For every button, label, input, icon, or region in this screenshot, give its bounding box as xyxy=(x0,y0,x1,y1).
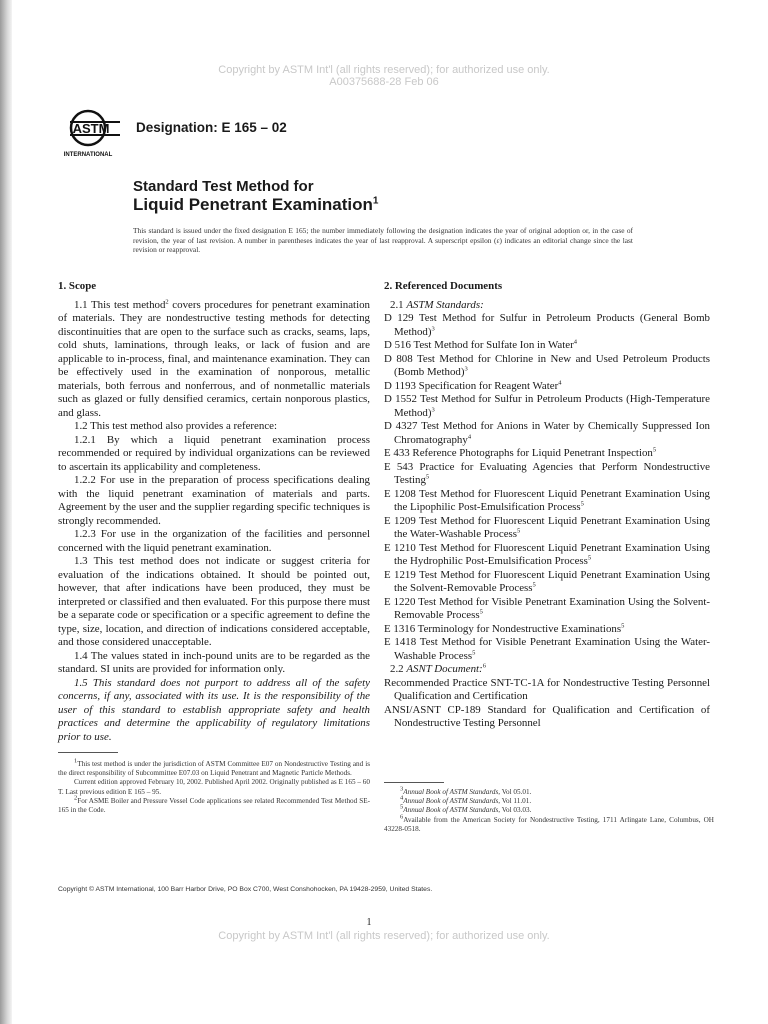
left-footnotes xyxy=(58,757,370,815)
footnote-text: , Vol 11.01. xyxy=(498,797,532,806)
reference-text: D 516 Test Method for Sulfate Ion in Water xyxy=(384,339,574,351)
footnote-text: , Vol 05.01. xyxy=(498,788,532,796)
reference-item xyxy=(384,542,710,569)
para-1-2-1: 1.2.1 By which a liquid penetrant examination process recommended or required by individual organizations can be reviewed to ascertain its applicability and completeness. xyxy=(58,433,370,473)
para-1-2: 1.2 This test method also provides a reference: xyxy=(74,420,278,432)
reference-item xyxy=(384,515,710,542)
reference-footnote-ref: 5 xyxy=(580,500,584,508)
reference-footnote-ref: 5 xyxy=(425,473,430,481)
footnote-2 xyxy=(58,794,370,815)
footnote-1-text: This test method is under the jurisdiction of ASTM Committee E07 on Nondestructive Testing and is the direct responsibility of Subcommittee E07.03 on Liquid Penetrant and Magnetic Particle Methods. xyxy=(58,760,370,778)
footnote-3 xyxy=(384,785,714,797)
reference-text: E 1208 Test Method for Fluorescent Liquid Penetrant Examination Using the Lipophilic Post-Emulsification Process xyxy=(384,487,710,513)
reference-footnote-ref: 4 xyxy=(573,338,577,346)
svg-text:ASTM: ASTM xyxy=(72,121,110,136)
watermark-top-line2: A00375688-28 Feb 06 xyxy=(329,76,439,88)
reference-item xyxy=(384,312,710,339)
footnote-marker: 3 xyxy=(400,785,404,793)
reference-text: E 543 Practice for Evaluating Agencies that Perform Nondestructive Testing xyxy=(384,460,710,486)
reference-item xyxy=(384,596,710,623)
reference-footnote-ref: 4 xyxy=(467,432,472,440)
para-1-1-footnote-ref: 2 xyxy=(165,297,169,305)
reference-item xyxy=(384,447,710,461)
reference-text: D 129 Test Method for Sulfur in Petroleum Products (General Bomb Method) xyxy=(384,312,710,338)
reference-text: E 1418 Test Method for Visible Penetrant Examination Using the Water-Washable Process xyxy=(384,636,710,662)
footnote-marker: 5 xyxy=(400,804,404,812)
reference-text: D 1193 Specification for Reagent Water xyxy=(384,379,559,392)
watermark-bottom: Copyright by ASTM Int'l (all rights reserved); for authorized use only. xyxy=(218,930,550,942)
footnote-text: , Vol 03.03. xyxy=(498,806,532,815)
reference-footnote-ref: 5 xyxy=(472,648,476,656)
subsection-2-2-number: 2.2 xyxy=(390,663,407,675)
footnote-text: Available from the American Society for Nondestructive Testing, 1711 Arlingate Lane, Columbus, OH 43228-0518. xyxy=(384,815,714,833)
reference-item xyxy=(384,393,710,420)
reference-footnote-ref: 3 xyxy=(431,324,435,332)
logo-text: INTERNATIONAL xyxy=(64,152,113,158)
reference-text: E 1220 Test Method for Visible Penetrant Examination Using the Solvent-Removable Process xyxy=(384,595,710,621)
watermark-top-line1: Copyright by ASTM Int'l (all rights reserved); for authorized use only. xyxy=(218,64,550,76)
subsection-2-1-number: 2.1 xyxy=(390,298,407,311)
reference-text: D 1552 Test Method for Sulfur in Petroleum Products (High-Temperature Method) xyxy=(384,393,710,419)
para-1-5: 1.5 This standard does not purport to address all of the safety concerns, if any, associated with its use. It is the responsibility of the user of this standard to establish appropriate safety and health practices and determine the applicability of regulatory limitations prior to use. xyxy=(58,676,370,743)
reference-item xyxy=(384,636,710,663)
reference-text: E 1210 Test Method for Fluorescent Liquid Penetrant Examination Using the Hydrophilic Post-Emulsification Process xyxy=(384,541,710,567)
page-number: 1 xyxy=(366,917,372,928)
para-1-4: 1.4 The values stated in inch-pound units are to be regarded as the standard. SI units are provided for information only. xyxy=(58,649,370,675)
left-column xyxy=(58,280,370,744)
reference-footnote-ref: 5 xyxy=(621,621,625,629)
astm-logo-icon xyxy=(64,108,128,162)
footnote-book-title: Annual Book of ASTM Standards xyxy=(403,788,499,796)
reference-item xyxy=(384,569,710,596)
reference-text: E 1316 Terminology for Nondestructive Examinations xyxy=(384,622,622,635)
reference-text: D 4327 Test Method for Anions in Water by Chemically Suppressed Ion Chromatography xyxy=(384,420,710,446)
reference-item xyxy=(384,380,710,394)
asnt-reference-item: ANSI/ASNT CP-189 Standard for Qualification and Certification of Nondestructive Testing Personnel xyxy=(384,703,710,729)
footnote-marker: 6 xyxy=(400,813,404,821)
reference-text: D 808 Test Method for Chlorine in New and Used Petroleum Products (Bomb Method) xyxy=(384,352,710,378)
section-heading-scope: 1. Scope xyxy=(58,280,97,292)
reference-item xyxy=(384,339,710,353)
section-heading-referenced-documents: 2. Referenced Documents xyxy=(384,280,503,292)
subsection-astm-standards xyxy=(384,299,710,313)
para-1-2-2: 1.2.2 For use in the preparation of process specifications dealing with the liquid penetrant examination of materials and parts. Agreement by the user and the supplier regarding specific techniques is strongly recommended. xyxy=(58,474,370,527)
para-1-3: 1.3 This test method does not indicate or suggest criteria for evaluation of the indications obtained. It should be pointed out, however, that after indications have been produced, they must be interpreted or classified and then evaluated. For this purpose there must be a separate code or specification or a specific agreement to define the type, size, location, and direction of indications considered acceptable, and those considered unacceptable. xyxy=(58,555,370,648)
reference-item xyxy=(384,353,710,380)
footnote-1-marker: 1 xyxy=(74,757,78,765)
designation: Designation: E 165 – 02 xyxy=(136,120,287,135)
footnote-rule-left xyxy=(58,752,118,753)
reference-footnote-ref: 4 xyxy=(558,378,562,386)
right-column xyxy=(384,280,710,731)
astm-reference-list xyxy=(384,312,710,663)
footnote-book-title: Annual Book of ASTM Standards xyxy=(403,797,499,806)
reference-item xyxy=(384,623,710,637)
footnote-6 xyxy=(384,813,714,834)
footnote-1-edition: Current edition approved February 10, 2002. Published April 2002. Originally published as E 165 – 60 T. Last previous edition E 165 – 95. xyxy=(58,778,370,796)
reference-text: E 1209 Test Method for Fluorescent Liquid Penetrant Examination Using the Water-Washable Process xyxy=(384,514,710,540)
footnote-1 xyxy=(58,757,370,778)
subsection-asnt-document xyxy=(384,663,710,677)
reference-footnote-ref: 5 xyxy=(479,608,483,616)
footnote-2-marker: 2 xyxy=(74,794,78,802)
para-1-1-a: 1.1 This test method xyxy=(74,298,166,311)
issuance-note: This standard is issued under the fixed designation E 165; the number immediately following the designation indicates the year of original adoption or, in the case of revision, the year of last revision. A number in parentheses indicates the year of last reapproval. A superscript epsilon (ε) indicates an editorial change since the last revision or reapproval. xyxy=(133,226,633,254)
title-footnote-ref: 1 xyxy=(372,195,379,207)
title-line2 xyxy=(133,195,378,215)
reference-footnote-ref: 5 xyxy=(652,446,657,454)
asnt-reference-list xyxy=(384,677,710,731)
reference-item xyxy=(384,461,710,488)
footnote-2-text: For ASME Boiler and Pressure Vessel Code applications see related Recommended Test Method SE-165 in the Code. xyxy=(58,796,370,815)
reference-footnote-ref: 3 xyxy=(431,405,435,413)
reference-footnote-ref: 5 xyxy=(517,527,521,535)
para-1-1 xyxy=(58,299,370,421)
para-1-2-3: 1.2.3 For use in the organization of the facilities and personnel concerned with the liquid penetrant examination. xyxy=(58,528,370,554)
reference-item xyxy=(384,420,710,447)
subsection-2-1-title: ASTM Standards: xyxy=(406,298,484,311)
asnt-reference-item: Recommended Practice SNT-TC-1A for Nondestructive Testing Personnel Qualification and Certification xyxy=(384,676,710,702)
reference-footnote-ref: 3 xyxy=(464,365,468,373)
right-footnotes xyxy=(384,785,714,834)
reference-item xyxy=(384,488,710,515)
footnote-5 xyxy=(384,806,714,815)
reference-footnote-ref: 5 xyxy=(532,581,536,589)
title-line1: Standard Test Method for xyxy=(133,178,314,195)
scan-binding-edge xyxy=(0,0,12,1024)
reference-text: E 433 Reference Photographs for Liquid Penetrant Inspection xyxy=(384,447,653,459)
subsection-2-2-title: ASNT Document: xyxy=(406,663,483,675)
subsection-2-2-footnote-ref: 6 xyxy=(482,662,486,670)
copyright-line: Copyright © ASTM International, 100 Barr Harbor Drive, PO Box C700, West Conshohocken, PA 19428-2959, United States. xyxy=(58,886,433,893)
footnote-rule-right xyxy=(384,782,444,783)
title-main: Liquid Penetrant Examination xyxy=(133,195,373,214)
footnote-marker: 4 xyxy=(400,794,404,802)
footnote-book-title: Annual Book of ASTM Standards xyxy=(403,806,499,815)
reference-footnote-ref: 5 xyxy=(587,554,592,562)
para-1-1-b: covers procedures for penetrant examination of materials. They are nondestructive testing methods for detecting discontinuities that are open to the surface such as cracks, seams, laps, cold shuts, laminations, through leaks, or lack of fusion and are applicable to in-process, final, and maintenance examination. They can be effectively used in the examination of nonporous, metallic materials, both ferrous and nonferrous, and of nonmetallic materials such as glazed or fully densified ceramics, certain nonporous plastics, and glass. xyxy=(58,298,370,419)
reference-text: E 1219 Test Method for Fluorescent Liquid Penetrant Examination Using the Solvent-Removable Process xyxy=(384,568,710,594)
